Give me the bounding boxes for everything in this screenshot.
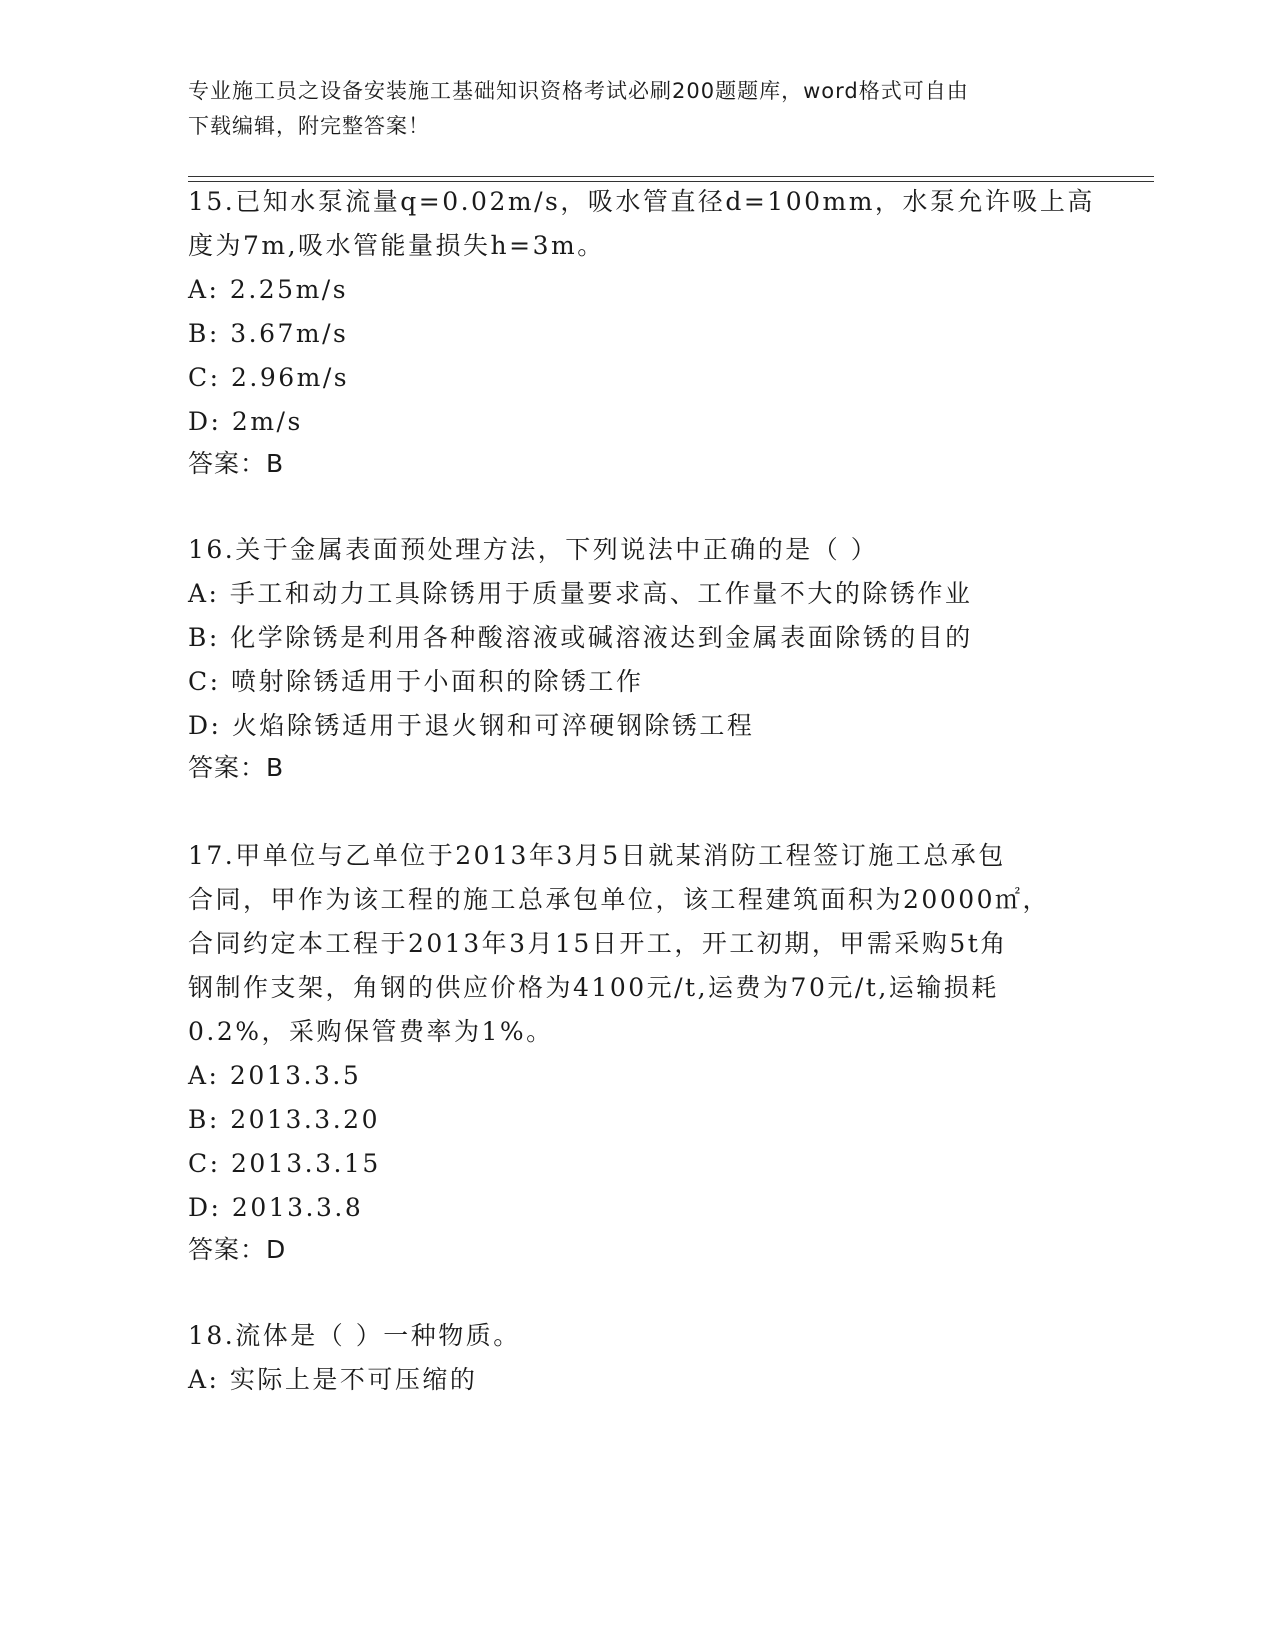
option-c: C: 2013.3.15 [188,1149,381,1178]
option-d: D: 2m/s [188,407,303,436]
header-divider [188,176,1154,182]
answer-label: 答案：B [188,449,285,478]
option-d: D: 火焰除锈适用于退火钢和可淬硬钢除锈工程 [188,711,755,740]
question-stem-line: 钢制作支架，角钢的供应价格为4100元/t,运费为70元/t,运输损耗 [188,973,999,1002]
option-a: A: 实际上是不可压缩的 [188,1365,478,1394]
page-header [188,74,1088,144]
option-c: C: 2.96m/s [188,363,350,392]
question-stem-line: 18.流体是（ ）一种物质。 [188,1321,521,1350]
header-title-line-1: 专业施工员之设备安装施工基础知识资格考试必刷200题题库，word格式可自由 [188,79,969,103]
question-stem-line: 度为7m,吸水管能量损失h=3m。 [188,231,605,260]
option-b: B: 3.67m/s [188,319,349,348]
option-c: C: 喷射除锈适用于小面积的除锈工作 [188,667,644,696]
option-d: D: 2013.3.8 [188,1193,364,1222]
question-stem-line: 合同，甲作为该工程的施工总承包单位，该工程建筑面积为20000㎡， [188,885,1051,914]
question-stem-line: 15.已知水泵流量q=0.02m/s，吸水管直径d=100mm，水泵允许吸上高 [188,187,1095,216]
answer-label: 答案：B [188,753,285,782]
question-stem-line: 16.关于金属表面预处理方法，下列说法中正确的是（ ） [188,535,879,564]
header-title-line-2: 下载编辑，附完整答案！ [188,114,430,138]
option-a: A: 手工和动力工具除锈用于质量要求高、工作量不大的除锈作业 [188,579,973,608]
answer-label: 答案：D [188,1235,287,1264]
option-b: B: 化学除锈是利用各种酸溶液或碱溶液达到金属表面除锈的目的 [188,623,973,652]
question-stem-line: 17.甲单位与乙单位于2013年3月5日就某消防工程签订施工总承包 [188,841,1006,870]
option-a: A: 2013.3.5 [188,1061,362,1090]
option-b: B: 2013.3.20 [188,1105,380,1134]
question-stem-line: 合同约定本工程于2013年3月15日开工，开工初期，甲需采购5t角 [188,929,1008,958]
option-a: A: 2.25m/s [188,275,349,304]
question-stem-line: 0.2%，采购保管费率为1%。 [188,1017,554,1046]
